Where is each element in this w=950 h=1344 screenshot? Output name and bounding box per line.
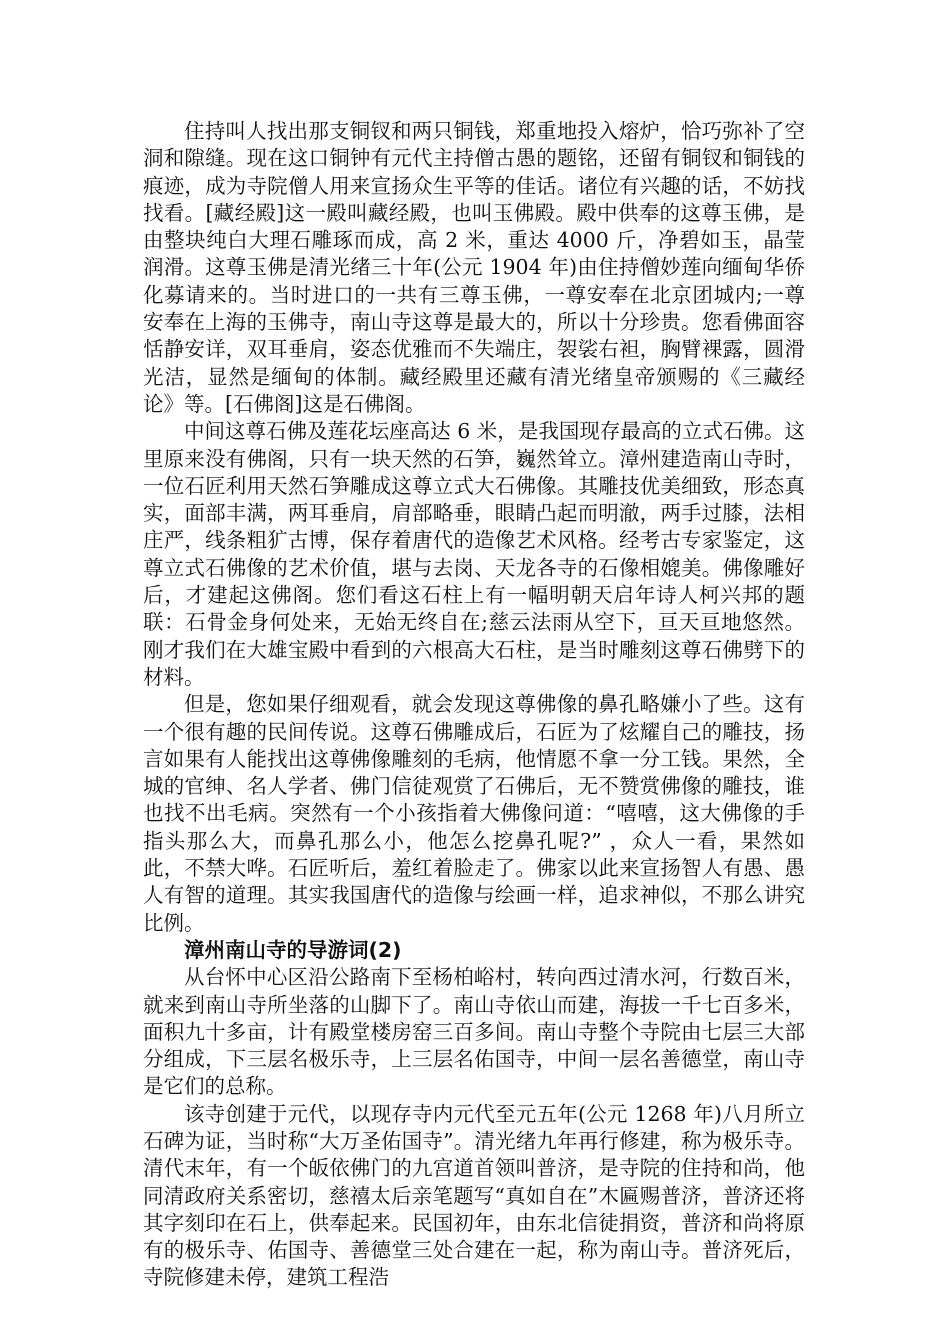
paragraph-location: 从台怀中心区沿公路南下至杨柏峪村，转向西过清水河，行数百米，就来到南山寺所坐落的山脚下了。南山寺依山而建，海拔一千七百多米，面积九十多亩，计有殿堂楼房窑三百多间。南山寺整个寺院由七层三大部分组成，下三层名极乐寺，上三层名佑国寺，中间一层名善德堂，南山寺是它们的总称。 — [143, 965, 805, 1099]
paragraph-history: 该寺创建于元代，以现存寺内元代至元五年(公元 1268 年)八月所立石碑为证，当时称“大万圣佑国寺”。清光绪九年再行修建，称为极乐寺。清代末年，有一个皈依佛门的九宫道首领叫普济，是寺院的住持和尚，他同清政府关系密切，慈禧太后亲笔题写“真如自在”木匾赐普济，普济还将其字刻印在石上，供奉起来。民国初年，由东北信徒捐资，普济和尚将原有的极乐寺、佑国寺、善德堂三处合建在一起，称为南山寺。普济死后，寺院修建未停，建筑工程浩 — [143, 1101, 805, 1290]
paragraph-jade-buddha-hall: 住持叫人找出那支铜钗和两只铜钱，郑重地投入熔炉，恰巧弥补了空洞和隙缝。现在这口铜钟有元代主持僧古愚的题铭，还留有铜钗和铜钱的痕迹，成为寺院僧人用来宣扬众生平等的佳话。诸位有兴趣的话，不妨找找看。[藏经殿]这一殿叫藏经殿，也叫玉佛殿。殿中供奉的这尊玉佛，是由整块纯白大理石雕琢而成，高 2 米，重达 4000 斤，净碧如玉，晶莹润滑。这尊玉佛是清光绪三十年(公元 1904 年)由住持僧妙莲向缅甸华侨化募请来的。当时进口的一共有三尊玉佛，一尊安奉在北京团城内;一尊安奉在上海的玉佛寺，南山寺这尊是最大的，所以十分珍贵。您看佛面容恬静安详，双耳垂肩，姿态优雅而不失端庄，袈裟右袒，胸臂裸露，圆滑光洁，显然是缅甸的体制。藏经殿里还藏有清光绪皇帝颁赐的《三藏经论》等。[石佛阁]这是石佛阁。 — [143, 119, 805, 416]
section-heading: 漳州南山寺的导游词(2) — [184, 937, 402, 962]
document-body — [143, 118, 805, 1292]
paragraph-folk-legend: 但是，您如果仔细观看，就会发现这尊佛像的鼻孔略嫌小了些。这有一个很有趣的民间传说。这尊石佛雕成后，石匠为了炫耀自己的雕技，扬言如果有人能找出这尊佛像雕刻的毛病，他情愿不拿一分工钱。果然，全城的官绅、名人学者、佛门信徒观赏了石佛后，无不赞赏佛像的雕技，谁也找不出毛病。突然有一个小孩指着大佛像问道：“嘻嘻，这大佛像的手指头那么大，而鼻孔那么小，他怎么挖鼻孔呢?” ，众人一看，果然如此，不禁大哗。石匠听后，羞红着脸走了。佛家以此来宣扬智人有愚、愚人有智的道理。其实我国唐代的造像与绘画一样，追求神似，不那么讲究比例。 — [143, 692, 805, 935]
paragraph-stone-buddha: 中间这尊石佛及莲花坛座高达 6 米，是我国现存最高的立式石佛。这里原来没有佛阁，只有一块天然的石笋，巍然耸立。漳州建造南山寺时，一位石匠利用天然石笋雕成这尊立式大石佛像。其雕技优美细致，形态真实，面部丰满，两耳垂肩，肩部略垂，眼睛凸起而明澈，两手过膝，法相庄严，线条粗犷古博，保存着唐代的造像艺术风格。经考古专家鉴定，这尊立式石佛像的艺术价值，堪与去岗、天龙各寺的石像相媲美。佛像雕好后，才建起这佛阁。您们看这石柱上有一幅明朝天启年诗人柯兴邦的题联：石骨金身何处来，无始无终自在;慈云法雨从空下，亘天亘地悠然。刚才我们在大雄宝殿中看到的六根高大石柱，是当时雕刻这尊石佛劈下的材料。 — [143, 419, 805, 689]
